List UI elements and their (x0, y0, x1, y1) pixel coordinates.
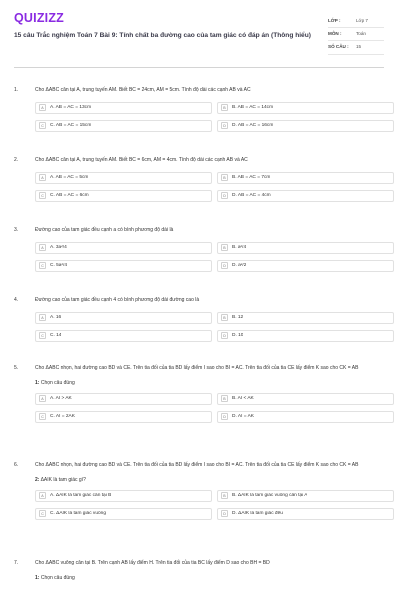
answer-option-c[interactable] (35, 190, 212, 202)
sub-question-text: ΔAIK là tam giác gì? (39, 476, 86, 483)
meta-value: Toán (356, 31, 366, 37)
meta-row-subject (328, 28, 384, 41)
meta-row-class (328, 15, 384, 28)
answer-options (35, 312, 384, 342)
option-letter: B (221, 314, 228, 321)
answer-option-b[interactable] (217, 242, 394, 254)
option-text: C. AB = AC = 6cm (50, 193, 89, 199)
question-1 (14, 87, 384, 132)
option-text: C. 14 (50, 333, 62, 339)
option-text: B. ΔAIK là tam giác vuông cân tại A (232, 493, 308, 499)
answer-option-a[interactable] (35, 490, 212, 502)
option-letter: A (39, 244, 46, 251)
sub-question-number: 1: (35, 574, 40, 581)
meta-row-count (328, 41, 384, 54)
question-text: Cho ΔABC cân tại A, trung tuyến AM. Biết BC = 6cm, AM = 4cm. Tính độ dài các cạnh AB và AC (35, 157, 248, 163)
question-number: 7. (14, 560, 19, 566)
question-heading (14, 227, 384, 235)
sub-question (35, 380, 384, 386)
answer-option-b[interactable] (217, 490, 394, 502)
option-text: A. AB = AC = 13cm (50, 105, 92, 111)
option-text: B. a²/4 (232, 245, 247, 251)
question-text: Đường cao của tam giác đều cạnh 4 có bình phương độ dài đường cao là (35, 297, 200, 303)
option-text: C. AI = 2AK (50, 414, 75, 420)
option-text: D. AI = AK (232, 414, 254, 420)
worksheet-header (14, 12, 384, 55)
question-number: 6. (14, 462, 19, 468)
sub-question-number: 1: (35, 379, 40, 386)
option-text: C. AB = AC = 15cm (50, 123, 92, 129)
option-letter: A (39, 174, 46, 181)
answer-option-c[interactable] (35, 508, 212, 520)
option-text: B. 12 (232, 315, 244, 321)
answer-option-b[interactable] (217, 172, 394, 184)
option-letter: B (221, 492, 228, 499)
answer-option-b[interactable] (217, 312, 394, 324)
answer-option-b[interactable] (217, 393, 394, 405)
meta-box (328, 15, 384, 55)
title-block (14, 12, 314, 40)
option-text: D. AB = AC = 16cm (232, 123, 274, 129)
option-text: B. AB = AC = 14cm (232, 105, 274, 111)
option-text: C. 5a²/4 (50, 263, 68, 269)
answer-option-b[interactable] (217, 102, 394, 114)
question-heading (14, 87, 384, 95)
question-6 (14, 462, 384, 520)
answer-option-a[interactable] (35, 172, 212, 184)
answer-options (35, 393, 384, 423)
option-letter: C (39, 413, 46, 420)
question-text: Cho ΔABC nhọn, hai đường cao BD và CE. Trên tia đối của tia BD lấy điểm I sao cho BI = AC. Trên tia đối của tia CE lấy điểm K sao cho CK = AB (35, 365, 359, 371)
answer-option-d[interactable] (217, 120, 394, 132)
sub-question-text: Chọn câu đúng (39, 379, 75, 386)
question-number: 5. (14, 365, 19, 371)
option-letter: B (221, 174, 228, 181)
question-number: 4. (14, 297, 19, 303)
option-letter: B (221, 395, 228, 402)
question-7 (14, 560, 384, 581)
option-letter: D (221, 192, 228, 199)
answer-options (35, 102, 384, 132)
option-letter: D (221, 122, 228, 129)
option-letter: A (39, 314, 46, 321)
option-letter: C (39, 510, 46, 517)
meta-label: MÔN : (328, 31, 342, 37)
option-text: A. 3a²/4 (50, 245, 67, 251)
option-text: D. a²/2 (232, 263, 247, 269)
answer-option-a[interactable] (35, 102, 212, 114)
option-text: B. AB = AC = 7cm (232, 175, 271, 181)
brand-logo: QUIZIZZ (14, 11, 65, 25)
option-letter: C (39, 332, 46, 339)
option-text: C. ΔAIK là tam giác vuông (50, 511, 106, 517)
answer-option-a[interactable] (35, 242, 212, 254)
option-text: A. AB = AC = 5cm (50, 175, 89, 181)
question-text: Cho ΔABC vuông cân tại B. Trên cạnh AB lấy điểm H. Trên tia đối của tia BC lấy điểm D sao cho BH = BD (35, 560, 270, 566)
question-5 (14, 365, 384, 423)
option-letter: A (39, 492, 46, 499)
question-text: Cho ΔABC cân tại A, trung tuyến AM. Biết BC = 24cm, AM = 5cm. Tính độ dài các cạnh AB và AC (35, 87, 251, 93)
meta-value: Lớp 7 (356, 18, 368, 23)
answer-option-c[interactable] (35, 330, 212, 342)
option-text: D. AB = AC = 4cm (232, 193, 271, 199)
answer-option-d[interactable] (217, 260, 394, 272)
option-letter: C (39, 192, 46, 199)
answer-option-c[interactable] (35, 260, 212, 272)
header-divider (14, 67, 384, 68)
option-text: A. ΔAIK là tam giác cân tại B (50, 493, 112, 499)
question-4 (14, 297, 384, 342)
question-2 (14, 157, 384, 202)
question-heading (14, 365, 384, 373)
option-letter: C (39, 122, 46, 129)
option-letter: D (221, 332, 228, 339)
question-heading (14, 157, 384, 165)
answer-option-d[interactable] (217, 411, 394, 423)
question-text: Cho ΔABC nhọn, hai đường cao BD và CE. Trên tia đối của tia BD lấy điểm I sao cho BI = AC. Trên tia đối của tia CE lấy điểm K sao cho CK = AB (35, 462, 359, 468)
question-text: Đường cao của tam giác đều cạnh a có bình phương độ dài là (35, 227, 174, 233)
worksheet-title: 15 câu Trắc nghiệm Toán 7 Bài 9: Tính chất ba đường cao của tam giác có đáp án (Thông hiểu) (14, 31, 311, 39)
option-letter: B (221, 244, 228, 251)
answer-option-c[interactable] (35, 411, 212, 423)
question-heading (14, 560, 384, 568)
answer-options (35, 490, 384, 520)
answer-option-d[interactable] (217, 190, 394, 202)
question-3 (14, 227, 384, 272)
option-letter: A (39, 104, 46, 111)
option-text: D. ΔAIK là tam giác đều (232, 511, 283, 517)
answer-options (35, 242, 384, 272)
option-text: A. 16 (50, 315, 62, 321)
question-heading (14, 297, 384, 305)
answer-option-d[interactable] (217, 330, 394, 342)
question-number: 3. (14, 227, 19, 233)
option-letter: D (221, 413, 228, 420)
meta-value: 15 (356, 44, 362, 50)
option-letter: B (221, 104, 228, 111)
question-heading (14, 462, 384, 470)
option-text: D. 10 (232, 333, 244, 339)
question-number: 1. (14, 87, 19, 93)
answer-option-c[interactable] (35, 120, 212, 132)
option-letter: A (39, 395, 46, 402)
option-letter: D (221, 262, 228, 269)
option-letter: C (39, 262, 46, 269)
answer-option-a[interactable] (35, 312, 212, 324)
sub-question-number: 2: (35, 476, 40, 483)
sub-question-text: Chọn câu đúng (39, 574, 75, 581)
answer-options (35, 172, 384, 202)
answer-option-d[interactable] (217, 508, 394, 520)
option-letter: D (221, 510, 228, 517)
meta-label: SỐ CÂU : (328, 44, 349, 50)
meta-label: LỚP : (328, 18, 341, 23)
question-number: 2. (14, 157, 19, 163)
sub-question (35, 477, 384, 483)
option-text: A. AI > AK (50, 396, 72, 402)
option-text: B. AI < AK (232, 396, 254, 402)
sub-question (35, 575, 384, 581)
answer-option-a[interactable] (35, 393, 212, 405)
